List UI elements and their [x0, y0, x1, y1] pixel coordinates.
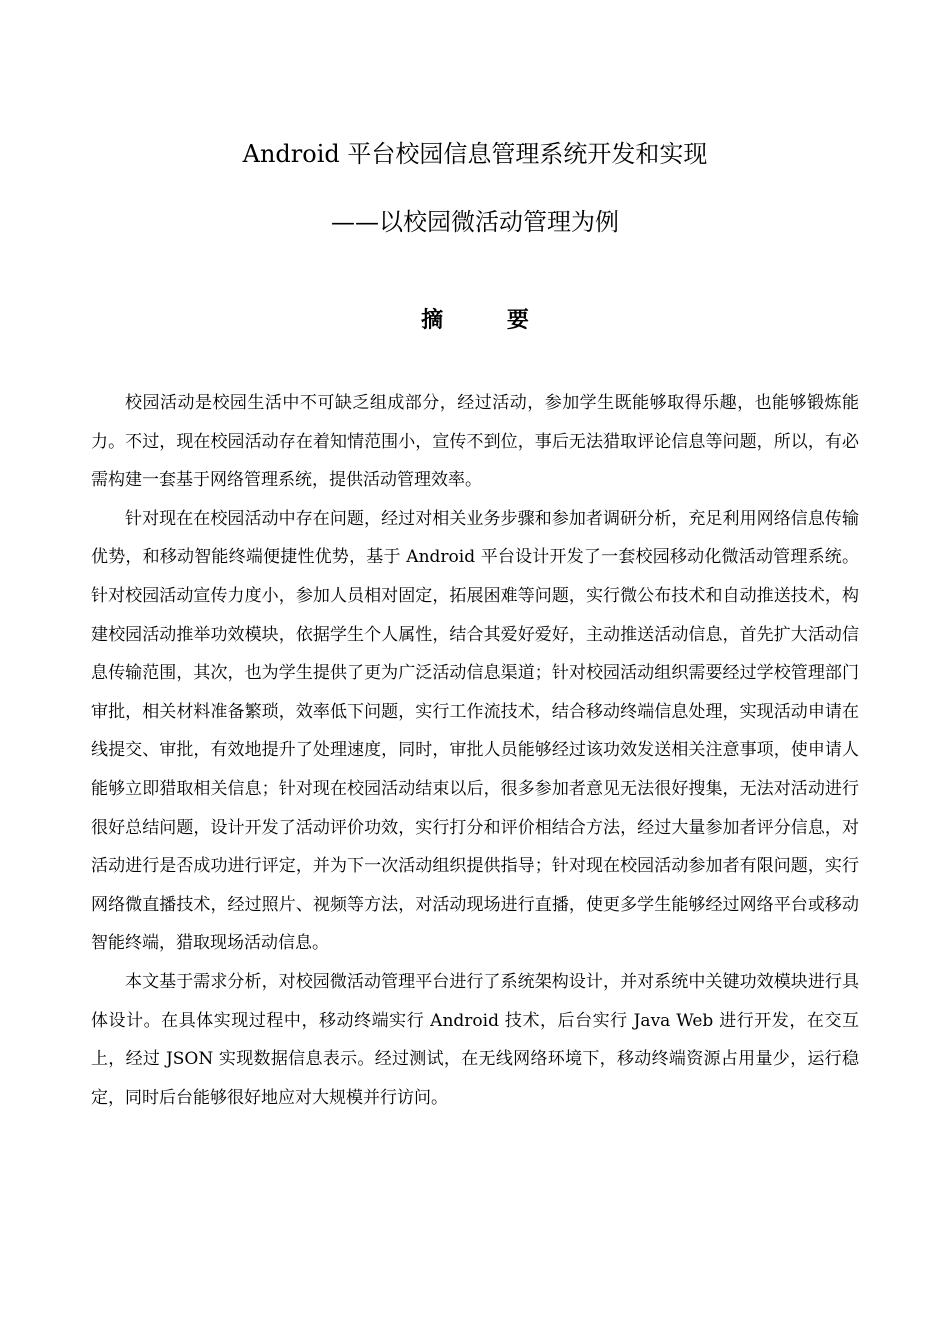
abstract-paragraph-3: 本文基于需求分析，对校园微活动管理平台进行了系统架构设计，并对系统中关键功效模块进行具体设计。在具体实现过程中，移动终端实行 Android 技术，后台实行 Java Web 进行开发，在交互上，经过 JSON 实现数据信息表示。经过测试，在无线网络环境下，移动终端资源占用量少，运行稳定，同时后台能够很好地应对大规模并行访问。: [91, 971, 859, 1108]
document-title: Android 平台校园信息管理系统开发和实现: [242, 140, 708, 168]
abstract-paragraph-1: 校园活动是校园生活中不可缺乏组成部分，经过活动，参加学生既能够取得乐趣，也能够锻炼能力。不过，现在校园活动存在着知情范围小，宣传不到位，事后无法猎取评论信息等问题，所以，有必需构建一套基于网络管理系统，提供活动管理效率。: [91, 393, 859, 491]
abstract-heading: 摘 要: [421, 307, 557, 333]
document-subtitle: ——以校园微活动管理为例: [331, 208, 619, 236]
abstract-paragraph-2: 针对现在在校园活动中存在问题，经过对相关业务步骤和参加者调研分析，充足利用网络信息传输优势，和移动智能终端便捷性优势，基于 Android 平台设计开发了一套校园移动化微活动管理系统。针对校园活动宣传力度小，参加人员相对固定，拓展困难等问题，实行微公布技术和自动推送技术，构建校园活动推举功效模块，依据学生个人属性，结合其爱好爱好，主动推送活动信息，首先扩大活动信息传输范围，其次，也为学生提供了更为广泛活动信息渠道；针对校园活动组织需要经过学校管理部门审批，相关材料准备繁琐，效率低下问题，实行工作流技术，结合移动终端信息处理，实现活动申请在线提交、审批，有效地提升了处理速度，同时，审批人员能够经过该功效发送相关注意事项，使申请人能够立即猎取相关信息；针对现在校园活动结束以后，很多参加者意见无法很好搜集，无法对活动进行很好总结问题，设计开发了活动评价功效，实行打分和评价相结合方法，经过大量参加者评分信息，对活动进行是否成功进行评定，并为下一次活动组织提供指导；针对现在校园活动参加者有限问题，实行网络微直播技术，经过照片、视频等方法，对活动现场进行直播，使更多学生能够经过网络平台或移动智能终端，猎取现场活动信息。: [91, 508, 859, 954]
abstract-body: [91, 384, 859, 1117]
